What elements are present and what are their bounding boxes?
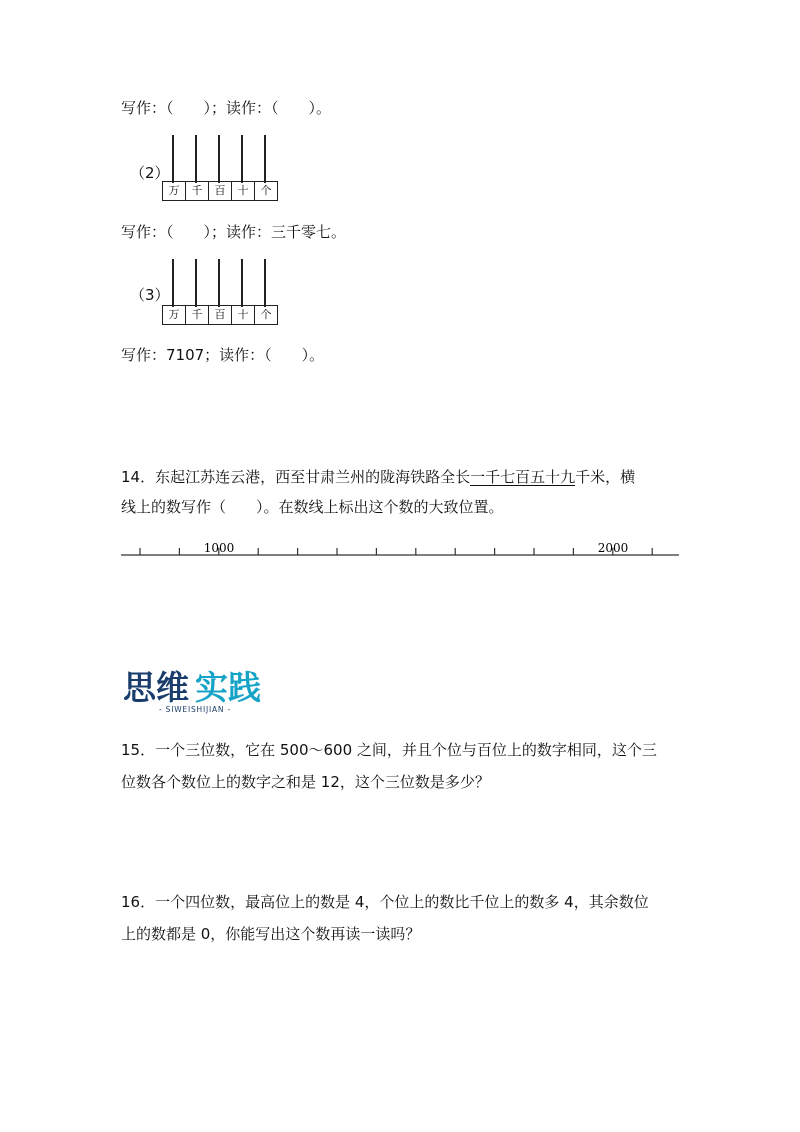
q13-part2-label: （2） [130, 164, 170, 182]
place-ge: 个 [260, 308, 272, 321]
q13-part3-answer-line: 写作：7107；读作：（ ）。 [121, 346, 325, 364]
number-line [121, 540, 681, 570]
q14-text-b: 千米，横 [575, 468, 636, 486]
place-bai: 百 [209, 306, 232, 324]
place-wan: 万 [163, 306, 186, 324]
q13-part2-answer-line: 写作：（ ）；读作：三千零七。 [121, 223, 347, 241]
abacus-rod-bai [218, 259, 220, 307]
logo-title-part1: 思维 [123, 668, 189, 707]
place-qian: 千 [186, 306, 209, 324]
logo-subtitle: - SIWEISHIJIAN - [158, 705, 232, 714]
q16-text-line2: 上的数都是 0，你能写出这个数再读一读吗？ [121, 925, 421, 943]
abacus-place-row [162, 181, 278, 201]
q14-text-line1 [121, 467, 635, 487]
place-ge: 个 [260, 184, 272, 197]
logo-title-part2: 实践 [195, 668, 261, 707]
q14-underlined-number: 一千七百五十九 [470, 468, 576, 486]
abacus-rod-shi [241, 259, 243, 307]
q13-part2-abacus [162, 117, 278, 201]
place-qian: 千 [186, 182, 209, 200]
q15-text-line2: 位数各个数位上的数字之和是 12，这个三位数是多少？ [121, 773, 490, 791]
siweishijian-logo [123, 667, 273, 715]
q15-text-line1: 15．一个三位数，它在 500～600 之间，并且个位与百位上的数字相同，这个三 [121, 741, 657, 759]
abacus-rod-ge [264, 135, 266, 183]
abacus-place-row [162, 305, 278, 325]
abacus-rod-wan [172, 135, 174, 183]
abacus-rod-ge [264, 259, 266, 307]
place-wan: 万 [163, 182, 186, 200]
q13-part3-abacus [162, 241, 278, 325]
tick-label-2000: 2000 [597, 540, 629, 555]
q13-part1-answer-line: 写作：（ ）；读作：（ ）。 [121, 99, 332, 117]
q14-text-line2: 线上的数写作（ ）。在数线上标出这个数的大致位置。 [121, 498, 504, 516]
abacus-rod-qian [195, 135, 197, 183]
abacus-rod-qian [195, 259, 197, 307]
tick-label-1000: 1000 [203, 540, 235, 555]
abacus-rod-shi [241, 135, 243, 183]
abacus-rod-wan [172, 259, 174, 307]
q14-text-a: 14．东起江苏连云港，西至甘肃兰州的陇海铁路全长 [121, 468, 471, 486]
place-bai: 百 [209, 182, 232, 200]
abacus-rod-bai [218, 135, 220, 183]
place-shi: 十 [232, 306, 255, 324]
q13-part3-label: （3） [130, 286, 170, 304]
place-shi: 十 [232, 182, 255, 200]
q16-text-line1: 16．一个四位数，最高位上的数是 4，个位上的数比千位上的数多 4，其余数位 [121, 893, 649, 911]
